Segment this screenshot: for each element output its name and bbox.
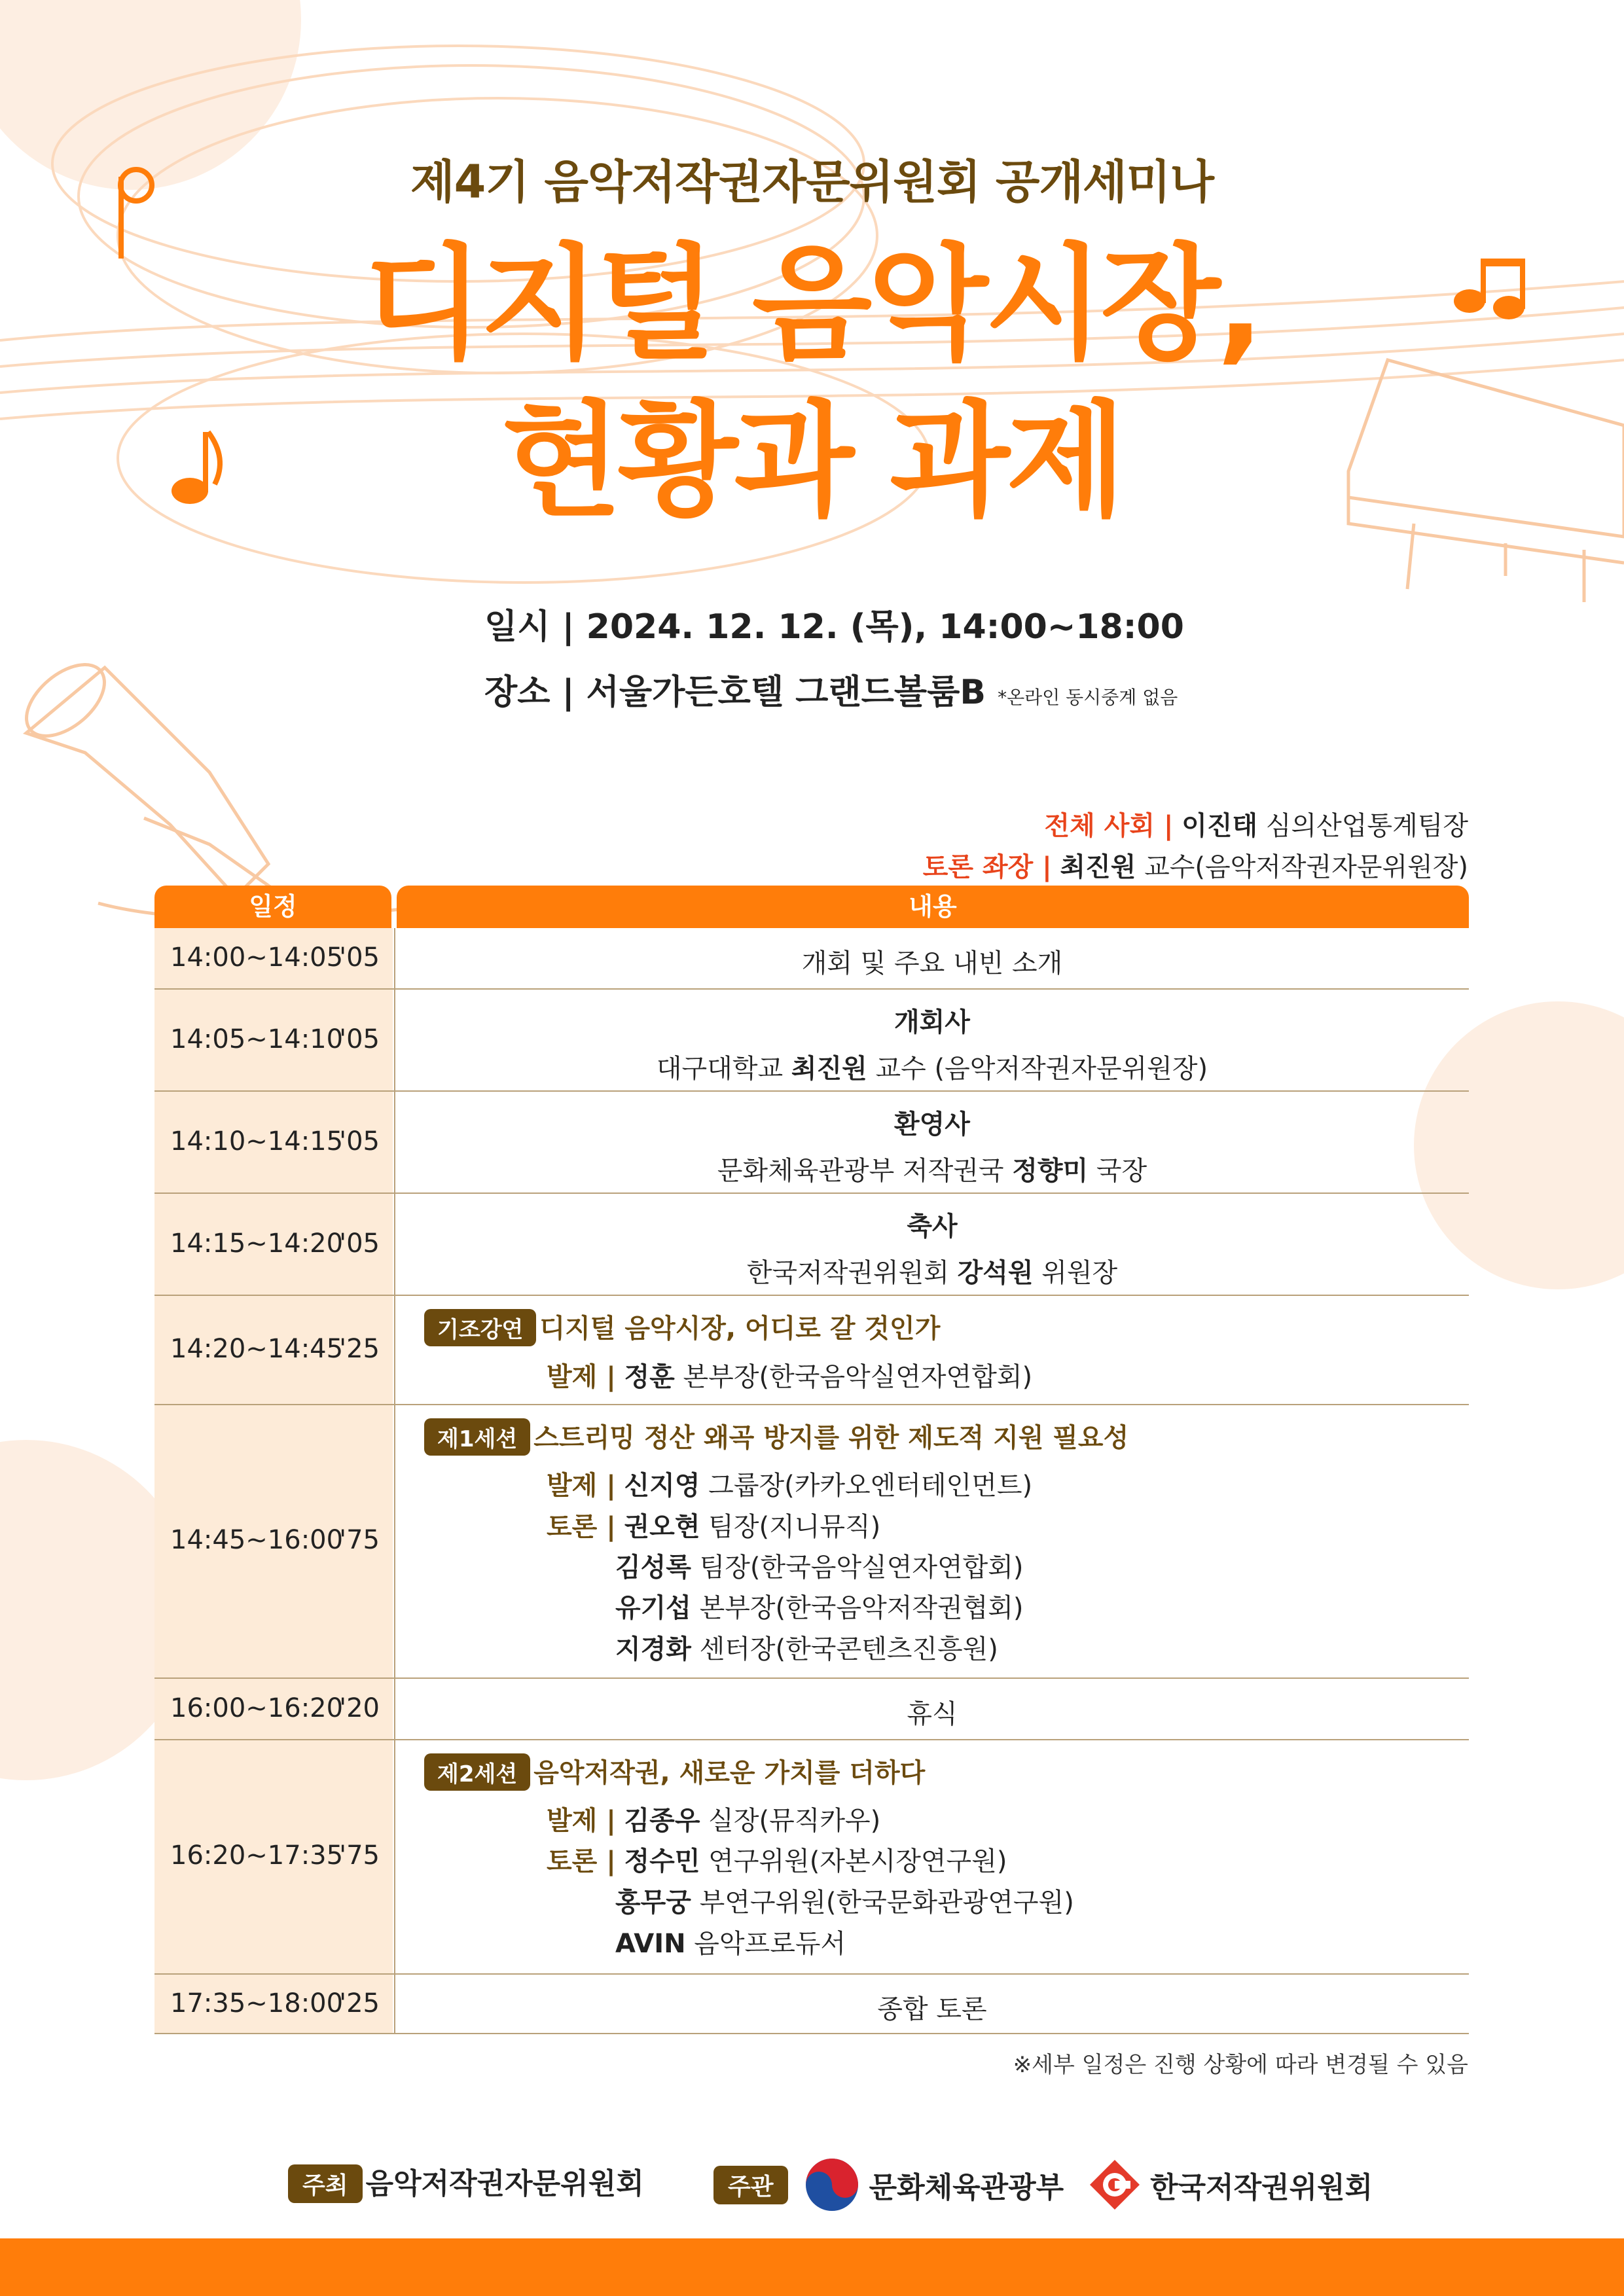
discussant-line (547, 1840, 1007, 1878)
person-detail: 팀장(한국음악실연자연합회) (691, 1552, 1024, 1583)
person-name: 정수민 (624, 1846, 700, 1876)
event-place-note: *온라인 동시중계 없음 (998, 687, 1178, 708)
schedule-footnote: ※세부 일정은 진행 상황에 따라 변경될 수 있음 (1013, 2052, 1468, 2078)
role-key: 발제 | (547, 1471, 616, 1501)
time-range: 17:35~18:00 (170, 1988, 344, 2018)
discussant-line (615, 1923, 846, 1960)
mc-title: 심의산업통계팀장 (1265, 811, 1468, 841)
bottom-accent-bar (0, 2238, 1624, 2296)
row-divider (154, 1677, 1469, 1679)
row-divider (154, 1973, 1469, 1975)
row-divider (154, 1295, 1469, 1296)
person-detail: 팀장(지니뮤직) (700, 1512, 881, 1542)
session-badge: 제2세션 (424, 1753, 530, 1791)
row-title: 개회사 (894, 1007, 970, 1037)
time-range: 14:00~14:05 (170, 942, 344, 973)
role-key: 토론 | (547, 1512, 616, 1542)
person-detail: 센터장(한국콘텐츠진흥원) (691, 1634, 998, 1664)
session-title: 스트리밍 정산 왜곡 방지를 위한 제도적 지원 필요성 (533, 1423, 1129, 1453)
column-divider (394, 928, 395, 2034)
time-range: 14:20~14:45 (170, 1334, 344, 1364)
person-detail: 연구위원(자본시장연구원) (700, 1846, 1007, 1876)
content-column-header: 내용 (397, 886, 1469, 928)
session-title: 음악저작권, 새로운 가치를 더하다 (533, 1758, 926, 1788)
role-key: 토론 | (547, 1846, 616, 1876)
korea-government-emblem-icon (804, 2157, 860, 2213)
person-name: 유기섭 (615, 1593, 691, 1623)
person-detail: 부연구위원(한국문화관광연구원) (691, 1888, 1074, 1918)
time-range: 14:10~14:15 (170, 1126, 344, 1157)
page-title-line1: 디지털 음악시장, (363, 232, 1261, 376)
row-content-text: 휴식 (907, 1699, 958, 1729)
discussant-line (547, 1506, 880, 1543)
row-divider (154, 1739, 1469, 1740)
row-affiliation: 문화체육관광부 저작권국 (717, 1156, 1013, 1186)
event-date: 일시 | 2024. 12. 12. (목), 14:00~18:00 (484, 607, 1184, 647)
discussant-line (615, 1547, 1024, 1584)
duration: '20 (339, 1693, 380, 1723)
presenter-line (547, 1465, 1032, 1502)
person-detail: 음악프로듀서 (685, 1929, 846, 1959)
person-name: 정훈 (624, 1362, 675, 1392)
host-badge: 주최 (288, 2164, 363, 2203)
person-detail: 그룹장(카카오엔터테인먼트) (700, 1471, 1033, 1501)
row-position: 교수 (음악저작권자문위원장) (867, 1054, 1208, 1084)
duration: '25 (339, 1988, 380, 2018)
session-title: 디지털 음악시장, 어디로 갈 것인가 (539, 1314, 941, 1344)
host-name: 음악저작권자문위원회 (365, 2167, 644, 2200)
row-content (395, 1103, 1469, 1187)
person-name: 신지영 (624, 1471, 700, 1501)
person-detail: 실장(뮤직카우) (700, 1806, 881, 1836)
person-name: 권오현 (624, 1512, 700, 1542)
session2-header (424, 1752, 925, 1791)
moderator-label: 토론 좌장 | (922, 852, 1052, 882)
row-affiliation: 한국저작권위원회 (746, 1258, 958, 1288)
event-place-text: 장소 | 서울가든호텔 그랜드볼룸B (484, 673, 986, 712)
row-person-name: 최진원 (791, 1054, 867, 1084)
duration: '05 (339, 942, 380, 973)
presenter-line (547, 1800, 880, 1837)
row-divider (154, 2033, 1469, 2034)
trumpet-icon (14, 651, 458, 918)
page-title-line2: 현황과 과제 (501, 389, 1123, 533)
row-content-text: 개회 및 주요 내빈 소개 (801, 948, 1063, 978)
duration: '05 (339, 1024, 380, 1054)
row-title: 환영사 (894, 1109, 970, 1139)
person-detail: 본부장(한국음악실연자연합회) (674, 1362, 1033, 1392)
mc-line (1044, 805, 1468, 842)
role-key: 발제 | (547, 1806, 616, 1836)
person-name: 홍무궁 (615, 1888, 691, 1918)
row-person-name: 정향미 (1012, 1156, 1089, 1186)
discussant-line (615, 1587, 1024, 1624)
duration: '25 (339, 1334, 380, 1364)
organizer2-name: 한국저작권위원회 (1150, 2171, 1373, 2204)
time-range: 14:15~14:20 (170, 1229, 344, 1259)
moderator-line (923, 846, 1468, 884)
organizer-badge: 주관 (713, 2166, 788, 2204)
organizer1-name: 문화체육관광부 (869, 2171, 1064, 2204)
row-divider (154, 988, 1469, 990)
time-range: 16:00~16:20 (170, 1693, 344, 1723)
time-range: 14:45~16:00 (170, 1525, 344, 1555)
person-name: AVIN (615, 1929, 686, 1959)
row-divider (154, 1404, 1469, 1405)
role-key: 발제 | (547, 1362, 616, 1392)
row-divider (154, 1090, 1469, 1092)
mc-name: 이진태 (1182, 811, 1258, 841)
row-position: 국장 (1088, 1156, 1147, 1186)
host-group (288, 2160, 644, 2203)
row-content (395, 1001, 1469, 1085)
row-affiliation: 대구대학교 (656, 1054, 791, 1084)
session-badge: 기조강연 (424, 1309, 536, 1346)
discussant-line (615, 1882, 1074, 1919)
row-divider (154, 1193, 1469, 1194)
row-title: 축사 (907, 1211, 958, 1242)
row-content-text: 종합 토론 (877, 1994, 987, 2024)
duration: '05 (339, 1229, 380, 1259)
mc-label: 전체 사회 | (1044, 811, 1174, 841)
presenter-line (547, 1356, 1032, 1393)
discussant-line (615, 1628, 998, 1666)
row-position: 위원장 (1033, 1258, 1118, 1288)
person-name: 지경화 (615, 1634, 691, 1664)
duration: '75 (339, 1840, 380, 1871)
time-range: 16:20~17:35 (170, 1840, 344, 1871)
moderator-name: 최진원 (1060, 852, 1136, 882)
session-badge: 제1세션 (424, 1418, 530, 1456)
seminar-subtitle: 제4기 음악저작권자문위원회 공개세미나 (410, 155, 1214, 209)
person-name: 김성록 (615, 1552, 691, 1583)
row-content (395, 1206, 1469, 1289)
session1-header (424, 1417, 1128, 1456)
duration: '05 (339, 1126, 380, 1157)
organizer-group (713, 2157, 1373, 2213)
keynote-header (424, 1308, 940, 1346)
duration: '75 (339, 1525, 380, 1555)
schedule-column-header: 일정 (154, 886, 391, 928)
person-detail: 본부장(한국음악저작권협회) (691, 1593, 1024, 1623)
time-range: 14:05~14:10 (170, 1024, 344, 1054)
moderator-title: 교수(음악저작권자문위원장) (1144, 852, 1468, 882)
event-place (484, 664, 1178, 713)
person-name: 김종우 (624, 1806, 700, 1836)
copyright-commission-logo-icon (1087, 2157, 1142, 2212)
row-person-name: 강석원 (957, 1258, 1034, 1288)
